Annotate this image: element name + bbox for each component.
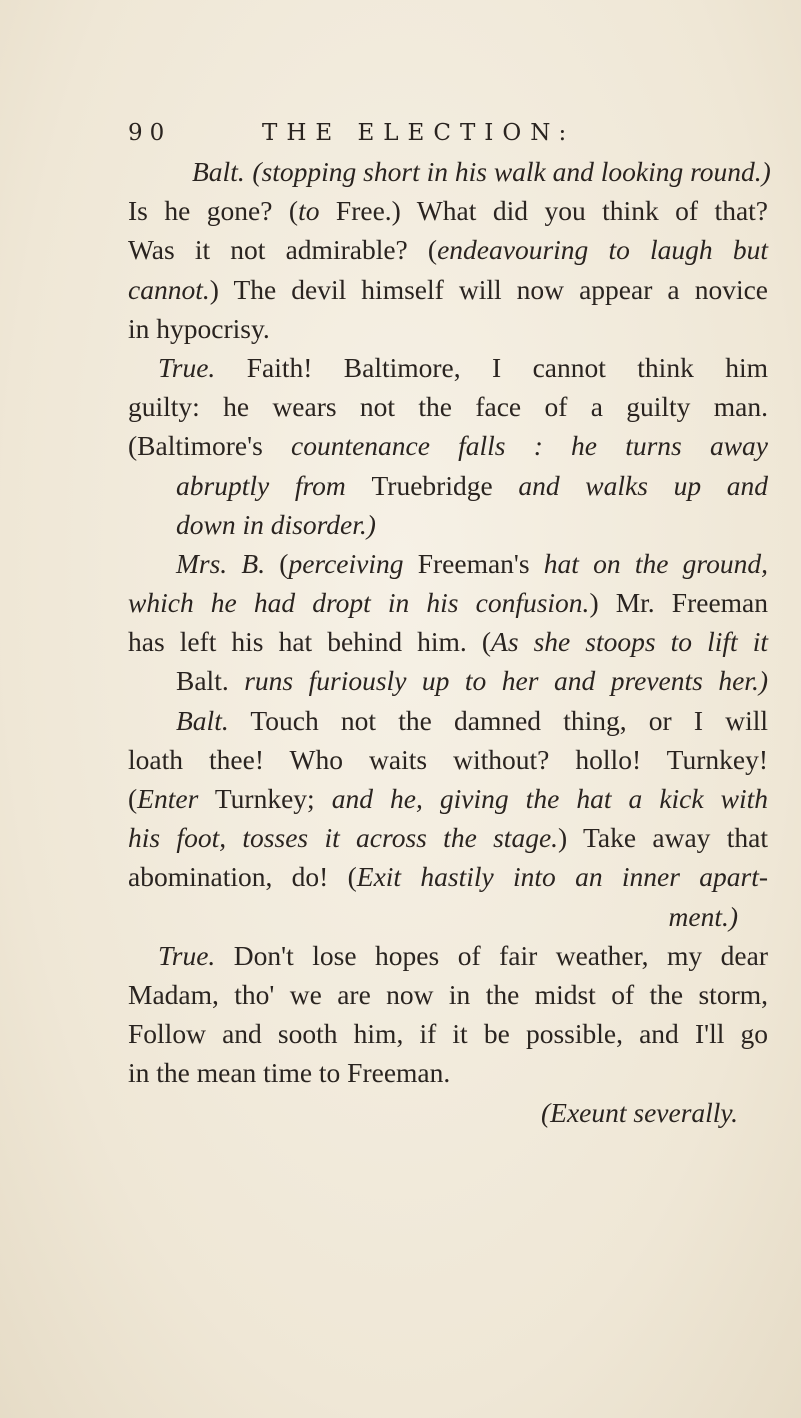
text-line: True. Don't lose hopes of fair weather, my dear [158, 939, 768, 971]
text-line: Mrs. B. (perceiving Freeman's hat on the ground, [176, 547, 768, 579]
stage-direction: down in disorder.) [176, 508, 376, 540]
stage-direction: countenance falls : he turns away [290, 430, 768, 462]
text-line: Balt. Touch not the damned thing, or I will [176, 704, 768, 736]
text-line: which he had dropt in his confusion.) Mr. Freeman [128, 587, 768, 619]
play-text [128, 152, 771, 1132]
text-line [128, 1093, 768, 1132]
stage-direction: As she stoops to lift it [491, 626, 768, 658]
text-line: in hypocrisy. [128, 312, 270, 344]
stage-direction: cannot. [128, 273, 210, 305]
text-line [128, 152, 771, 191]
text-line: Madam, tho' we are now in the midst of the storm, [128, 978, 768, 1010]
text-line: guilty: he wears not the face of a guilty man. [128, 391, 768, 423]
text-line: (Baltimore's countenance falls : he turns away [128, 430, 768, 462]
text-line: (Enter Turnkey; and he, giving the hat a kick with [128, 783, 768, 814]
stage-direction: ment.) [668, 900, 738, 932]
text-line: his foot, tosses it across the stage.) Take away that [128, 822, 768, 854]
text-line: Follow and sooth him, if it be possible, and I'll go [128, 1018, 768, 1050]
stage-direction: his foot, tosses it across the stage. [128, 822, 559, 854]
text-line: abruptly from Truebridge and walks up and [176, 469, 768, 501]
running-title: THE ELECTION: [262, 120, 576, 146]
text-line: in the mean time to Freeman. [128, 1057, 451, 1089]
stage-direction: endeavouring to laugh but [437, 234, 768, 266]
text-line: cannot.) The devil himself will now appear a novice [128, 273, 768, 305]
text-line: loath thee! Who waits without? hollo! Turnkey! [128, 743, 768, 775]
text-line: True. Faith! Baltimore, I cannot think him [158, 351, 768, 383]
speaker-name: True. [158, 351, 216, 383]
text-line: has left his hat behind him. (As she stoops to lift it [128, 626, 768, 658]
page-number: 90 [128, 120, 172, 146]
stage-direction: (stopping short in his walk and looking round.) [252, 156, 771, 187]
stage-direction: and he, giving the hat a kick with [331, 783, 768, 814]
speaker-name: Mrs. B. [176, 547, 266, 579]
speaker-name: True. [158, 939, 216, 971]
text-line [128, 505, 768, 544]
speaker-name: Balt. [192, 156, 245, 187]
stage-direction: which he had dropt in his confusion. [128, 587, 590, 619]
text-line: Balt. runs furiously up to her and prevents her.) [176, 665, 768, 697]
text-line [128, 897, 768, 936]
text-line: abomination, do! (Exit hastily into an inner apart- [128, 861, 768, 893]
stage-direction: (Exeunt severally. [541, 1096, 738, 1128]
stage-direction: to [298, 195, 320, 227]
text-line: Was it not admirable? (endeavouring to laugh but [128, 234, 768, 266]
speaker-name: Balt. [176, 704, 229, 736]
stage-direction: Exit hastily into an inner apart- [356, 861, 768, 893]
stage-direction: runs furiously up to her and prevents her.) [228, 665, 768, 697]
text-line: Is he gone? (to Free.) What did you think of that? [128, 195, 768, 227]
